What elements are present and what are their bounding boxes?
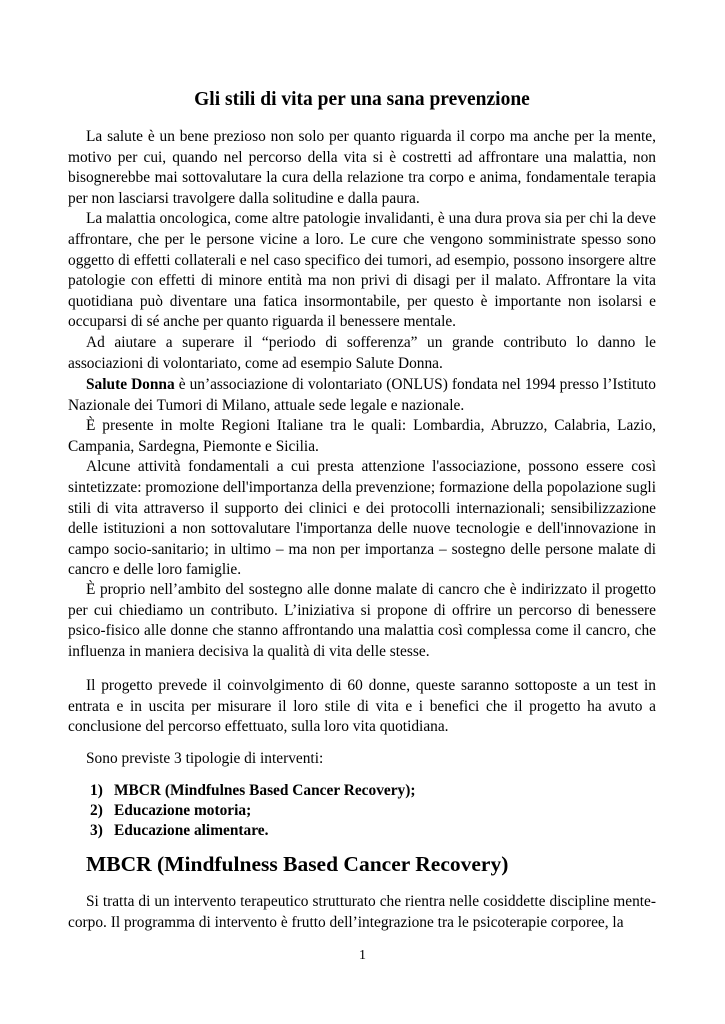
list-item-label: MBCR (Mindfulnes Based Cancer Recovery); [114, 782, 416, 799]
interventions-intro-section [68, 749, 656, 770]
intro-paragraph: La malattia oncologica, come altre patologie invalidanti, è una dura prova sia per chi la deve affrontare, che per le persone vicine a loro. Le cure che vengono somministrate spesso sono oggetto di effetti collaterali e nel caso specifico dei tumori, ad esempio, possono insorgere altre patologie con effetti di minore entità ma non privi di disagi per il malato. Affrontare la vita quotidiana può diventare una fatica insormontabile, per questo è importante non isolarsi e occuparsi di sé anche per quanto riguarda il benessere mentale. [68, 210, 656, 331]
document-title: Gli stili di vita per una sana prevenzione [194, 89, 530, 110]
interventions-intro: Sono previste 3 tipologie di interventi: [86, 750, 324, 767]
page-number: 1 [359, 948, 366, 963]
section-heading: MBCR (Mindfulness Based Cancer Recovery) [86, 852, 509, 876]
project-section [68, 580, 656, 662]
list-item-label: Educazione motoria; [114, 802, 252, 819]
list-item-number: 2) [90, 802, 103, 819]
intro-paragraph: Ad aiutare a superare il “periodo di sofferenza” un grande contributo lo danno le associazioni di volontariato, come ad esempio Salute Donna. [68, 333, 656, 372]
association-section [68, 375, 656, 581]
association-name: Salute Donna [86, 376, 175, 393]
interventions-list [68, 781, 656, 841]
list-item [68, 781, 656, 801]
mbcr-section [68, 892, 656, 933]
association-text: è un’associazione di volontariato (ONLUS) fondata nel 1994 presso l’Istituto Nazionale dei Tumori di Milano, attuale sede legale e nazionale. [68, 376, 656, 414]
intro-paragraph: La salute è un bene prezioso non solo per quanto riguarda il corpo ma anche per la mente, motivo per cui, quando nel percorso della vita si è costretti ad affrontare una malattia, non bisognerebbe mai sottovalutare la cura della relazione tra corpo e anima, fondamentale terapia per non lasciarsi travolgere dalla solitudine e dalla paura. [68, 128, 656, 207]
mbcr-paragraph: Si tratta di un intervento terapeutico strutturato che rientra nelle cosiddette discipline mente-corpo. Il programma di intervento è frutto dell’integrazione tra le psicoterapie corporee, la [68, 893, 656, 931]
regions-paragraph: È presente in molte Regioni Italiane tra le quali: Lombardia, Abruzzo, Calabria, Lazio, Campania, Sardegna, Piemonte e Sicilia. [68, 417, 656, 455]
project-paragraph: È proprio nell’ambito del sostegno alle donne malate di cancro che è indirizzato il progetto per cui chiediamo un contributo. L’iniziativa si propone di offrire un percorso di benessere psico-fisico alle donne che stanno affrontando una malattia così complessa come il cancro, che influenza in maniera decisiva la qualità di vita delle stesse. [68, 581, 656, 660]
activities-paragraph: Alcune attività fondamentali a cui presta attenzione l'associazione, possono essere così sintetizzate: promozione dell'importanza della prevenzione; formazione della popolazione sugli stili di vita attraverso il supporto dei clinici e dei protocolli internazionali; sensibilizzazione delle istituzioni a non sottovalutare l'importanza delle nuove tecnologie e dell'innovazione in campo socio-sanitario; in ultimo – ma non per importanza – sostegno delle persone malate di cancro e delle loro famiglie. [68, 458, 656, 579]
list-item-number: 1) [90, 782, 103, 799]
involvement-section [68, 676, 656, 738]
intro-section [68, 127, 656, 374]
association-paragraph [68, 375, 656, 416]
list-item [68, 821, 656, 841]
involvement-paragraph: Il progetto prevede il coinvolgimento di 60 donne, queste saranno sottoposte a un test in entrata e in uscita per misurare il loro stile di vita e i benefici che il progetto ha avuto a conclusione del percorso effettuato, sulla loro vita quotidiana. [68, 677, 656, 736]
list-item-number: 3) [90, 822, 103, 839]
list-item-label: Educazione alimentare. [114, 822, 269, 839]
list-item [68, 801, 656, 821]
